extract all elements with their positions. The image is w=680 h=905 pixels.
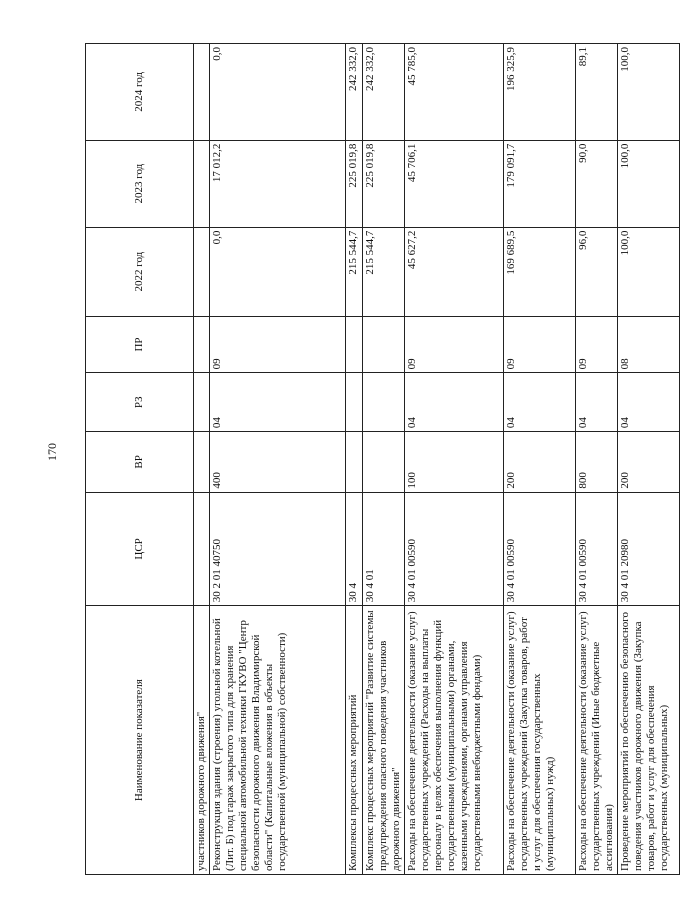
- cell-y2022: 215 544,7: [362, 227, 404, 316]
- cell-pr: [194, 316, 210, 373]
- cell-vr: 200: [503, 432, 575, 493]
- cell-vr: [345, 432, 362, 493]
- cell-name: Расходы на обеспечение деятельности (оказание услуг) государственных учреждений (Расходы на выплаты персоналу в целях обеспечения выполнения функций государственными (муниципальными) органами, казенными учреждениями, органами управления государственными внебюджетными фондами): [404, 606, 503, 875]
- cell-pr: 08: [617, 316, 679, 373]
- table-row: [503, 44, 575, 875]
- cell-vr: [362, 432, 404, 493]
- header-2023: 2023 год: [86, 140, 194, 227]
- table-row: [362, 44, 404, 875]
- cell-y2022: 45 627,2: [404, 227, 503, 316]
- cell-y2024: 196 325,9: [503, 44, 575, 141]
- header-rz: РЗ: [86, 373, 194, 432]
- table-row: [194, 44, 210, 875]
- cell-y2022: 215 544,7: [345, 227, 362, 316]
- table-body: [194, 44, 680, 875]
- cell-y2023: [194, 140, 210, 227]
- cell-name: Расходы на обеспечение деятельности (оказание услуг) государственных учреждений (Закупка товаров, работ и услуг для обеспечения государственных (муниципальных) нужд): [503, 606, 575, 875]
- cell-rz: 04: [404, 373, 503, 432]
- cell-y2023: 100,0: [617, 140, 679, 227]
- cell-y2022: [194, 227, 210, 316]
- table-row: [575, 44, 617, 875]
- cell-csr: 30 4: [345, 492, 362, 606]
- cell-y2024: [194, 44, 210, 141]
- cell-name: Реконструкция здания (строения) угольной котельной (Лит. Б) под гараж закрытого типа для хранения специальной автомобильной техники ГКУВО "Центр безопасности дорожного движения Владимирской области" (Капитальные вложения в объекты государственной (муниципальной) собственности): [209, 606, 345, 875]
- cell-name: Комплекс процессных мероприятий "Развитие системы предупреждения опасного поведения участников дорожного движения": [362, 606, 404, 875]
- cell-csr: 30 2 01 40750: [209, 492, 345, 606]
- cell-name: Комплексы процессных мероприятий: [345, 606, 362, 875]
- cell-y2023: 17 012,2: [209, 140, 345, 227]
- cell-y2024: 45 785,0: [404, 44, 503, 141]
- cell-csr: 30 4 01: [362, 492, 404, 606]
- cell-rz: [362, 373, 404, 432]
- cell-rz: [345, 373, 362, 432]
- cell-vr: [194, 432, 210, 493]
- table-row: [404, 44, 503, 875]
- cell-rz: 04: [617, 373, 679, 432]
- header-2022: 2022 год: [86, 227, 194, 316]
- cell-y2023: 45 706,1: [404, 140, 503, 227]
- cell-pr: [345, 316, 362, 373]
- cell-pr: 09: [404, 316, 503, 373]
- cell-y2022: 100,0: [617, 227, 679, 316]
- cell-name: Проведение мероприятий по обеспечению безопасного поведения участников дорожного движения (Закупка товаров, работ и услуг для обеспечения государственных (муниципальных): [617, 606, 679, 875]
- cell-vr: 100: [404, 432, 503, 493]
- cell-csr: [194, 492, 210, 606]
- table-row: [617, 44, 679, 875]
- cell-name: Расходы на обеспечение деятельности (оказание услуг) государственных учреждений (Иные бюджетные ассигнования): [575, 606, 617, 875]
- cell-rz: 04: [503, 373, 575, 432]
- header-2024: 2024 год: [86, 44, 194, 141]
- cell-vr: 800: [575, 432, 617, 493]
- cell-y2022: 0,0: [209, 227, 345, 316]
- cell-y2023: 225 019,8: [362, 140, 404, 227]
- cell-pr: [362, 316, 404, 373]
- cell-pr: 09: [575, 316, 617, 373]
- cell-y2022: 96,0: [575, 227, 617, 316]
- cell-csr: 30 4 01 00590: [503, 492, 575, 606]
- cell-vr: 400: [209, 432, 345, 493]
- budget-table: [85, 43, 680, 875]
- cell-y2022: 169 689,5: [503, 227, 575, 316]
- cell-y2023: 179 091,7: [503, 140, 575, 227]
- cell-rz: 04: [575, 373, 617, 432]
- table-row: [345, 44, 362, 875]
- rotated-table-container: [85, 43, 670, 875]
- cell-y2023: 225 019,8: [345, 140, 362, 227]
- cell-csr: 30 4 01 00590: [404, 492, 503, 606]
- page-number: 170: [45, 443, 59, 461]
- cell-y2024: 100,0: [617, 44, 679, 141]
- cell-pr: 09: [209, 316, 345, 373]
- cell-name: участников дорожного движения": [194, 606, 210, 875]
- cell-y2024: 242 332,0: [345, 44, 362, 141]
- cell-rz: [194, 373, 210, 432]
- cell-csr: 30 4 01 20980: [617, 492, 679, 606]
- header-vr: ВР: [86, 432, 194, 493]
- cell-y2024: 242 332,0: [362, 44, 404, 141]
- header-row: [86, 44, 194, 875]
- cell-pr: 09: [503, 316, 575, 373]
- table-row: [209, 44, 345, 875]
- header-pr: ПР: [86, 316, 194, 373]
- cell-rz: 04: [209, 373, 345, 432]
- cell-y2024: 0,0: [209, 44, 345, 141]
- header-csr: ЦСР: [86, 492, 194, 606]
- cell-csr: 30 4 01 00590: [575, 492, 617, 606]
- cell-y2024: 89,1: [575, 44, 617, 141]
- header-name: Наименование показателя: [86, 606, 194, 875]
- cell-vr: 200: [617, 432, 679, 493]
- cell-y2023: 90,0: [575, 140, 617, 227]
